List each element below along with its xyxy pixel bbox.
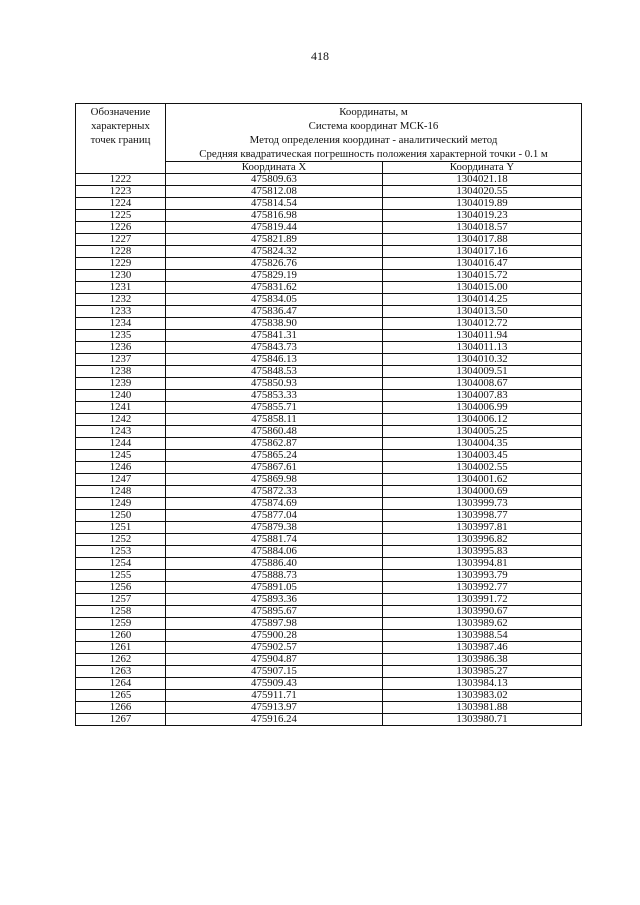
table-row bbox=[76, 666, 582, 678]
point-cell: 1230 bbox=[76, 270, 166, 282]
y-cell: 1303994.81 bbox=[383, 558, 582, 570]
x-cell: 475834.05 bbox=[166, 294, 383, 306]
x-cell: 475824.32 bbox=[166, 246, 383, 258]
y-cell: 1304019.23 bbox=[383, 210, 582, 222]
table-row bbox=[76, 258, 582, 270]
table-row bbox=[76, 246, 582, 258]
x-cell: 475853.33 bbox=[166, 390, 383, 402]
x-cell: 475814.54 bbox=[166, 198, 383, 210]
point-cell: 1259 bbox=[76, 618, 166, 630]
y-cell: 1303998.77 bbox=[383, 510, 582, 522]
x-cell: 475907.15 bbox=[166, 666, 383, 678]
table-row bbox=[76, 234, 582, 246]
y-cell: 1304003.45 bbox=[383, 450, 582, 462]
y-cell: 1304011.94 bbox=[383, 330, 582, 342]
x-cell: 475900.28 bbox=[166, 630, 383, 642]
header-row bbox=[76, 104, 582, 162]
table-row bbox=[76, 630, 582, 642]
point-cell: 1256 bbox=[76, 582, 166, 594]
coordinates-header bbox=[166, 104, 582, 162]
table-row bbox=[76, 546, 582, 558]
y-cell: 1303980.71 bbox=[383, 714, 582, 726]
x-cell: 475877.04 bbox=[166, 510, 383, 522]
y-cell: 1303991.72 bbox=[383, 594, 582, 606]
y-cell: 1304021.18 bbox=[383, 174, 582, 186]
table-row bbox=[76, 402, 582, 414]
point-cell: 1226 bbox=[76, 222, 166, 234]
x-cell: 475846.13 bbox=[166, 354, 383, 366]
x-cell: 475867.61 bbox=[166, 462, 383, 474]
y-cell: 1303985.27 bbox=[383, 666, 582, 678]
x-cell: 475816.98 bbox=[166, 210, 383, 222]
table-row bbox=[76, 486, 582, 498]
page-number: 418 bbox=[311, 49, 329, 63]
coordinates-title: Координаты, м bbox=[339, 106, 408, 118]
point-cell: 1238 bbox=[76, 366, 166, 378]
x-cell: 475838.90 bbox=[166, 318, 383, 330]
x-cell: 475884.06 bbox=[166, 546, 383, 558]
x-cell: 475831.62 bbox=[166, 282, 383, 294]
point-cell: 1265 bbox=[76, 690, 166, 702]
table-row bbox=[76, 618, 582, 630]
point-cell: 1222 bbox=[76, 174, 166, 186]
y-cell: 1303986.38 bbox=[383, 654, 582, 666]
y-cell: 1303997.81 bbox=[383, 522, 582, 534]
x-cell: 475909.43 bbox=[166, 678, 383, 690]
x-cell: 475881.74 bbox=[166, 534, 383, 546]
coordinate-system: Система координат МСК-16 bbox=[308, 120, 439, 132]
point-cell: 1233 bbox=[76, 306, 166, 318]
x-cell: 475841.31 bbox=[166, 330, 383, 342]
point-cell: 1253 bbox=[76, 546, 166, 558]
point-cell: 1261 bbox=[76, 642, 166, 654]
x-cell: 475874.69 bbox=[166, 498, 383, 510]
x-cell: 475888.73 bbox=[166, 570, 383, 582]
x-cell: 475879.38 bbox=[166, 522, 383, 534]
y-cell: 1304015.00 bbox=[383, 282, 582, 294]
table-row bbox=[76, 498, 582, 510]
point-cell: 1232 bbox=[76, 294, 166, 306]
table-row bbox=[76, 174, 582, 186]
x-cell: 475904.87 bbox=[166, 654, 383, 666]
table-row bbox=[76, 510, 582, 522]
table-row bbox=[76, 534, 582, 546]
table-row bbox=[76, 582, 582, 594]
x-cell: 475913.97 bbox=[166, 702, 383, 714]
x-cell: 475819.44 bbox=[166, 222, 383, 234]
y-cell: 1304012.72 bbox=[383, 318, 582, 330]
table-row bbox=[76, 294, 582, 306]
y-cell: 1304016.47 bbox=[383, 258, 582, 270]
x-cell: 475826.76 bbox=[166, 258, 383, 270]
method-text: Метод определения координат - аналитический метод bbox=[249, 134, 498, 146]
x-cell: 475855.71 bbox=[166, 402, 383, 414]
point-cell: 1223 bbox=[76, 186, 166, 198]
point-cell: 1252 bbox=[76, 534, 166, 546]
point-cell: 1264 bbox=[76, 678, 166, 690]
table-row bbox=[76, 606, 582, 618]
point-cell: 1241 bbox=[76, 402, 166, 414]
table-row bbox=[76, 702, 582, 714]
x-cell: 475869.98 bbox=[166, 474, 383, 486]
point-label-line: точек границ bbox=[90, 134, 151, 146]
x-cell: 475916.24 bbox=[166, 714, 383, 726]
y-cell: 1304006.99 bbox=[383, 402, 582, 414]
x-cell: 475850.93 bbox=[166, 378, 383, 390]
y-cell: 1303988.54 bbox=[383, 630, 582, 642]
y-cell: 1304017.16 bbox=[383, 246, 582, 258]
table-row bbox=[76, 462, 582, 474]
x-cell: 475862.87 bbox=[166, 438, 383, 450]
x-cell: 475865.24 bbox=[166, 450, 383, 462]
point-cell: 1242 bbox=[76, 414, 166, 426]
table-row bbox=[76, 654, 582, 666]
col-x-header: Координата X bbox=[166, 162, 383, 174]
coordinates-table bbox=[75, 103, 582, 726]
table-row bbox=[76, 366, 582, 378]
y-cell: 1304017.88 bbox=[383, 234, 582, 246]
x-cell: 475858.11 bbox=[166, 414, 383, 426]
y-cell: 1304006.12 bbox=[383, 414, 582, 426]
x-cell: 475809.63 bbox=[166, 174, 383, 186]
point-label-line: Обозначение bbox=[90, 106, 151, 118]
y-cell: 1304008.67 bbox=[383, 378, 582, 390]
point-cell: 1243 bbox=[76, 426, 166, 438]
table-row bbox=[76, 426, 582, 438]
x-cell: 475843.73 bbox=[166, 342, 383, 354]
point-cell: 1231 bbox=[76, 282, 166, 294]
point-cell: 1239 bbox=[76, 378, 166, 390]
table-row bbox=[76, 210, 582, 222]
point-cell: 1266 bbox=[76, 702, 166, 714]
y-cell: 1304000.69 bbox=[383, 486, 582, 498]
y-cell: 1304001.62 bbox=[383, 474, 582, 486]
table-row bbox=[76, 570, 582, 582]
y-cell: 1304018.57 bbox=[383, 222, 582, 234]
table-row bbox=[76, 198, 582, 210]
col-y-header: Координата Y bbox=[383, 162, 582, 174]
point-label-header bbox=[76, 104, 166, 174]
x-cell: 475893.36 bbox=[166, 594, 383, 606]
y-cell: 1303990.67 bbox=[383, 606, 582, 618]
table-row bbox=[76, 222, 582, 234]
y-cell: 1304002.55 bbox=[383, 462, 582, 474]
x-cell: 475860.48 bbox=[166, 426, 383, 438]
point-cell: 1229 bbox=[76, 258, 166, 270]
x-cell: 475829.19 bbox=[166, 270, 383, 282]
point-cell: 1250 bbox=[76, 510, 166, 522]
point-cell: 1227 bbox=[76, 234, 166, 246]
y-cell: 1304014.25 bbox=[383, 294, 582, 306]
point-cell: 1236 bbox=[76, 342, 166, 354]
x-cell: 475911.71 bbox=[166, 690, 383, 702]
point-cell: 1247 bbox=[76, 474, 166, 486]
table-row bbox=[76, 642, 582, 654]
table-row bbox=[76, 342, 582, 354]
y-cell: 1304004.35 bbox=[383, 438, 582, 450]
point-cell: 1246 bbox=[76, 462, 166, 474]
y-cell: 1303989.62 bbox=[383, 618, 582, 630]
y-cell: 1303992.77 bbox=[383, 582, 582, 594]
table-row bbox=[76, 450, 582, 462]
table-row bbox=[76, 330, 582, 342]
table-row bbox=[76, 282, 582, 294]
y-cell: 1303983.02 bbox=[383, 690, 582, 702]
table-row bbox=[76, 186, 582, 198]
x-cell: 475897.98 bbox=[166, 618, 383, 630]
y-cell: 1304020.55 bbox=[383, 186, 582, 198]
point-cell: 1245 bbox=[76, 450, 166, 462]
point-cell: 1240 bbox=[76, 390, 166, 402]
x-cell: 475886.40 bbox=[166, 558, 383, 570]
x-cell: 475872.33 bbox=[166, 486, 383, 498]
table-row bbox=[76, 306, 582, 318]
x-cell: 475891.05 bbox=[166, 582, 383, 594]
point-cell: 1244 bbox=[76, 438, 166, 450]
y-cell: 1304015.72 bbox=[383, 270, 582, 282]
point-label-line: характерных bbox=[91, 120, 150, 132]
table-row bbox=[76, 522, 582, 534]
point-cell: 1251 bbox=[76, 522, 166, 534]
point-cell: 1237 bbox=[76, 354, 166, 366]
y-cell: 1303995.83 bbox=[383, 546, 582, 558]
point-cell: 1225 bbox=[76, 210, 166, 222]
table-row bbox=[76, 678, 582, 690]
table-row bbox=[76, 594, 582, 606]
y-cell: 1304009.51 bbox=[383, 366, 582, 378]
point-cell: 1224 bbox=[76, 198, 166, 210]
y-cell: 1303993.79 bbox=[383, 570, 582, 582]
point-cell: 1249 bbox=[76, 498, 166, 510]
table-row bbox=[76, 270, 582, 282]
x-cell: 475902.57 bbox=[166, 642, 383, 654]
y-cell: 1303987.46 bbox=[383, 642, 582, 654]
table-row bbox=[76, 714, 582, 726]
y-cell: 1303996.82 bbox=[383, 534, 582, 546]
point-cell: 1254 bbox=[76, 558, 166, 570]
x-cell: 475848.53 bbox=[166, 366, 383, 378]
x-cell: 475836.47 bbox=[166, 306, 383, 318]
table-row bbox=[76, 438, 582, 450]
y-cell: 1304007.83 bbox=[383, 390, 582, 402]
accuracy-text: Средняя квадратическая погрешность положения характерной точки - 0.1 м bbox=[199, 148, 548, 160]
y-cell: 1304019.89 bbox=[383, 198, 582, 210]
point-cell: 1262 bbox=[76, 654, 166, 666]
table-row bbox=[76, 414, 582, 426]
table-row bbox=[76, 390, 582, 402]
point-cell: 1260 bbox=[76, 630, 166, 642]
point-cell: 1258 bbox=[76, 606, 166, 618]
table-row bbox=[76, 354, 582, 366]
x-cell: 475895.67 bbox=[166, 606, 383, 618]
point-cell: 1234 bbox=[76, 318, 166, 330]
y-cell: 1304010.32 bbox=[383, 354, 582, 366]
point-cell: 1228 bbox=[76, 246, 166, 258]
point-cell: 1255 bbox=[76, 570, 166, 582]
point-cell: 1263 bbox=[76, 666, 166, 678]
point-cell: 1257 bbox=[76, 594, 166, 606]
y-cell: 1303981.88 bbox=[383, 702, 582, 714]
y-cell: 1304005.25 bbox=[383, 426, 582, 438]
table-row bbox=[76, 378, 582, 390]
table-row bbox=[76, 690, 582, 702]
table-row bbox=[76, 318, 582, 330]
table-row bbox=[76, 474, 582, 486]
x-cell: 475821.89 bbox=[166, 234, 383, 246]
table-row bbox=[76, 558, 582, 570]
point-cell: 1235 bbox=[76, 330, 166, 342]
y-cell: 1304013.50 bbox=[383, 306, 582, 318]
point-cell: 1248 bbox=[76, 486, 166, 498]
y-cell: 1304011.13 bbox=[383, 342, 582, 354]
x-cell: 475812.08 bbox=[166, 186, 383, 198]
point-cell: 1267 bbox=[76, 714, 166, 726]
y-cell: 1303999.73 bbox=[383, 498, 582, 510]
y-cell: 1303984.13 bbox=[383, 678, 582, 690]
